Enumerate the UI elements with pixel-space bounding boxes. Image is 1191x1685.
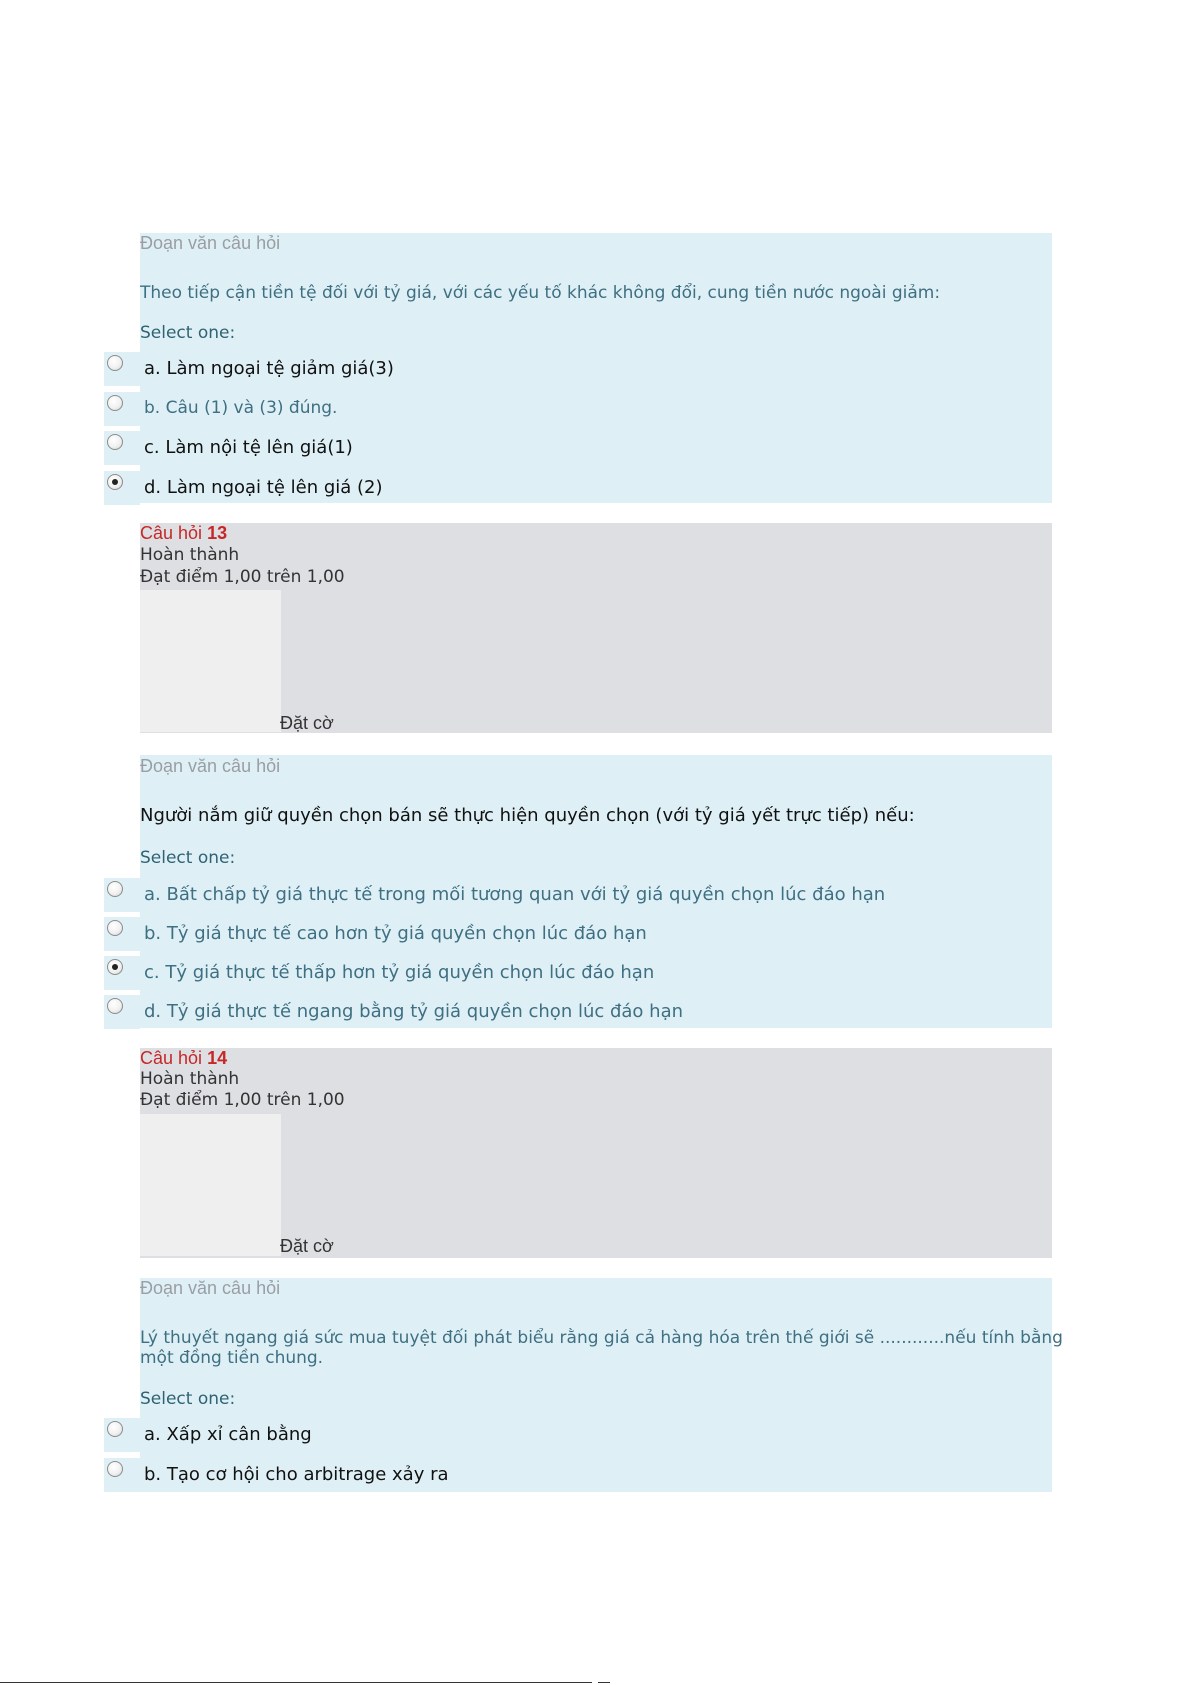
radio-button-selected[interactable] <box>107 959 123 975</box>
flag-question-link[interactable]: Đặt cờ <box>280 1236 334 1256</box>
question-score: Đạt điểm 1,00 trên 1,00 <box>140 567 345 587</box>
option-label: c. Làm nội tệ lên giá(1) <box>144 437 353 458</box>
question-text-label: Đoạn văn câu hỏi <box>140 1278 281 1298</box>
option-label: c. Tỷ giá thực tế thấp hơn tỷ giá quyền chọn lúc đáo hạn <box>144 962 655 983</box>
radio-button[interactable] <box>107 920 123 936</box>
radio-button[interactable] <box>107 355 123 371</box>
option-label: d. Tỷ giá thực tế ngang bằng tỷ giá quyền chọn lúc đáo hạn <box>144 1001 684 1022</box>
radio-button[interactable] <box>107 998 123 1014</box>
option-label: b. Tạo cơ hội cho arbitrage xảy ra <box>144 1464 449 1485</box>
select-one-label: Select one: <box>140 848 236 868</box>
question-14-content <box>140 1278 1052 1492</box>
question-number-value: 14 <box>207 1048 228 1068</box>
flag-area <box>140 1114 281 1256</box>
question-text-label: Đoạn văn câu hỏi <box>140 233 281 253</box>
flag-question-link[interactable]: Đặt cờ <box>280 713 334 733</box>
option-label: b. Câu (1) và (3) đúng. <box>144 398 338 418</box>
question-status: Hoàn thành <box>140 545 240 565</box>
footer-rule <box>0 1682 592 1683</box>
radio-button-selected[interactable] <box>107 474 123 490</box>
radio-button[interactable] <box>107 1461 123 1477</box>
select-one-label: Select one: <box>140 323 236 343</box>
question-text-label: Đoạn văn câu hỏi <box>140 756 281 776</box>
question-text: Theo tiếp cận tiền tệ đối với tỷ giá, với các yếu tố khác không đổi, cung tiền nước ngoài giảm: <box>140 283 941 303</box>
footer-rule-dash <box>598 1682 610 1683</box>
question-number-value: 13 <box>207 523 228 543</box>
question-number <box>140 523 227 544</box>
question-number-prefix: Câu hỏi <box>140 1048 203 1068</box>
question-number-prefix: Câu hỏi <box>140 523 203 543</box>
question-status: Hoàn thành <box>140 1069 240 1089</box>
option-label: a. Bất chấp tỷ giá thực tế trong mối tương quan với tỷ giá quyền chọn lúc đáo hạn <box>144 884 886 905</box>
radio-button[interactable] <box>107 881 123 897</box>
question-text-line-1: Lý thuyết ngang giá sức mua tuyệt đối phát biểu rằng giá cả hàng hóa trên thế giới sẽ ............nếu tính bằng <box>140 1328 1063 1348</box>
option-label: a. Làm ngoại tệ giảm giá(3) <box>144 358 394 379</box>
radio-button[interactable] <box>107 1421 123 1437</box>
option-label: b. Tỷ giá thực tế cao hơn tỷ giá quyền chọn lúc đáo hạn <box>144 923 647 944</box>
option-label: a. Xấp xỉ cân bằng <box>144 1424 312 1445</box>
question-text: Người nắm giữ quyền chọn bán sẽ thực hiện quyền chọn (với tỷ giá yết trực tiếp) nếu: <box>140 805 915 826</box>
flag-area <box>140 590 281 732</box>
radio-button[interactable] <box>107 434 123 450</box>
select-one-label: Select one: <box>140 1389 236 1409</box>
question-score: Đạt điểm 1,00 trên 1,00 <box>140 1090 345 1110</box>
question-number <box>140 1048 227 1069</box>
radio-button[interactable] <box>107 395 123 411</box>
option-label: d. Làm ngoại tệ lên giá (2) <box>144 477 383 498</box>
question-text-line-2: một đồng tiền chung. <box>140 1348 324 1368</box>
